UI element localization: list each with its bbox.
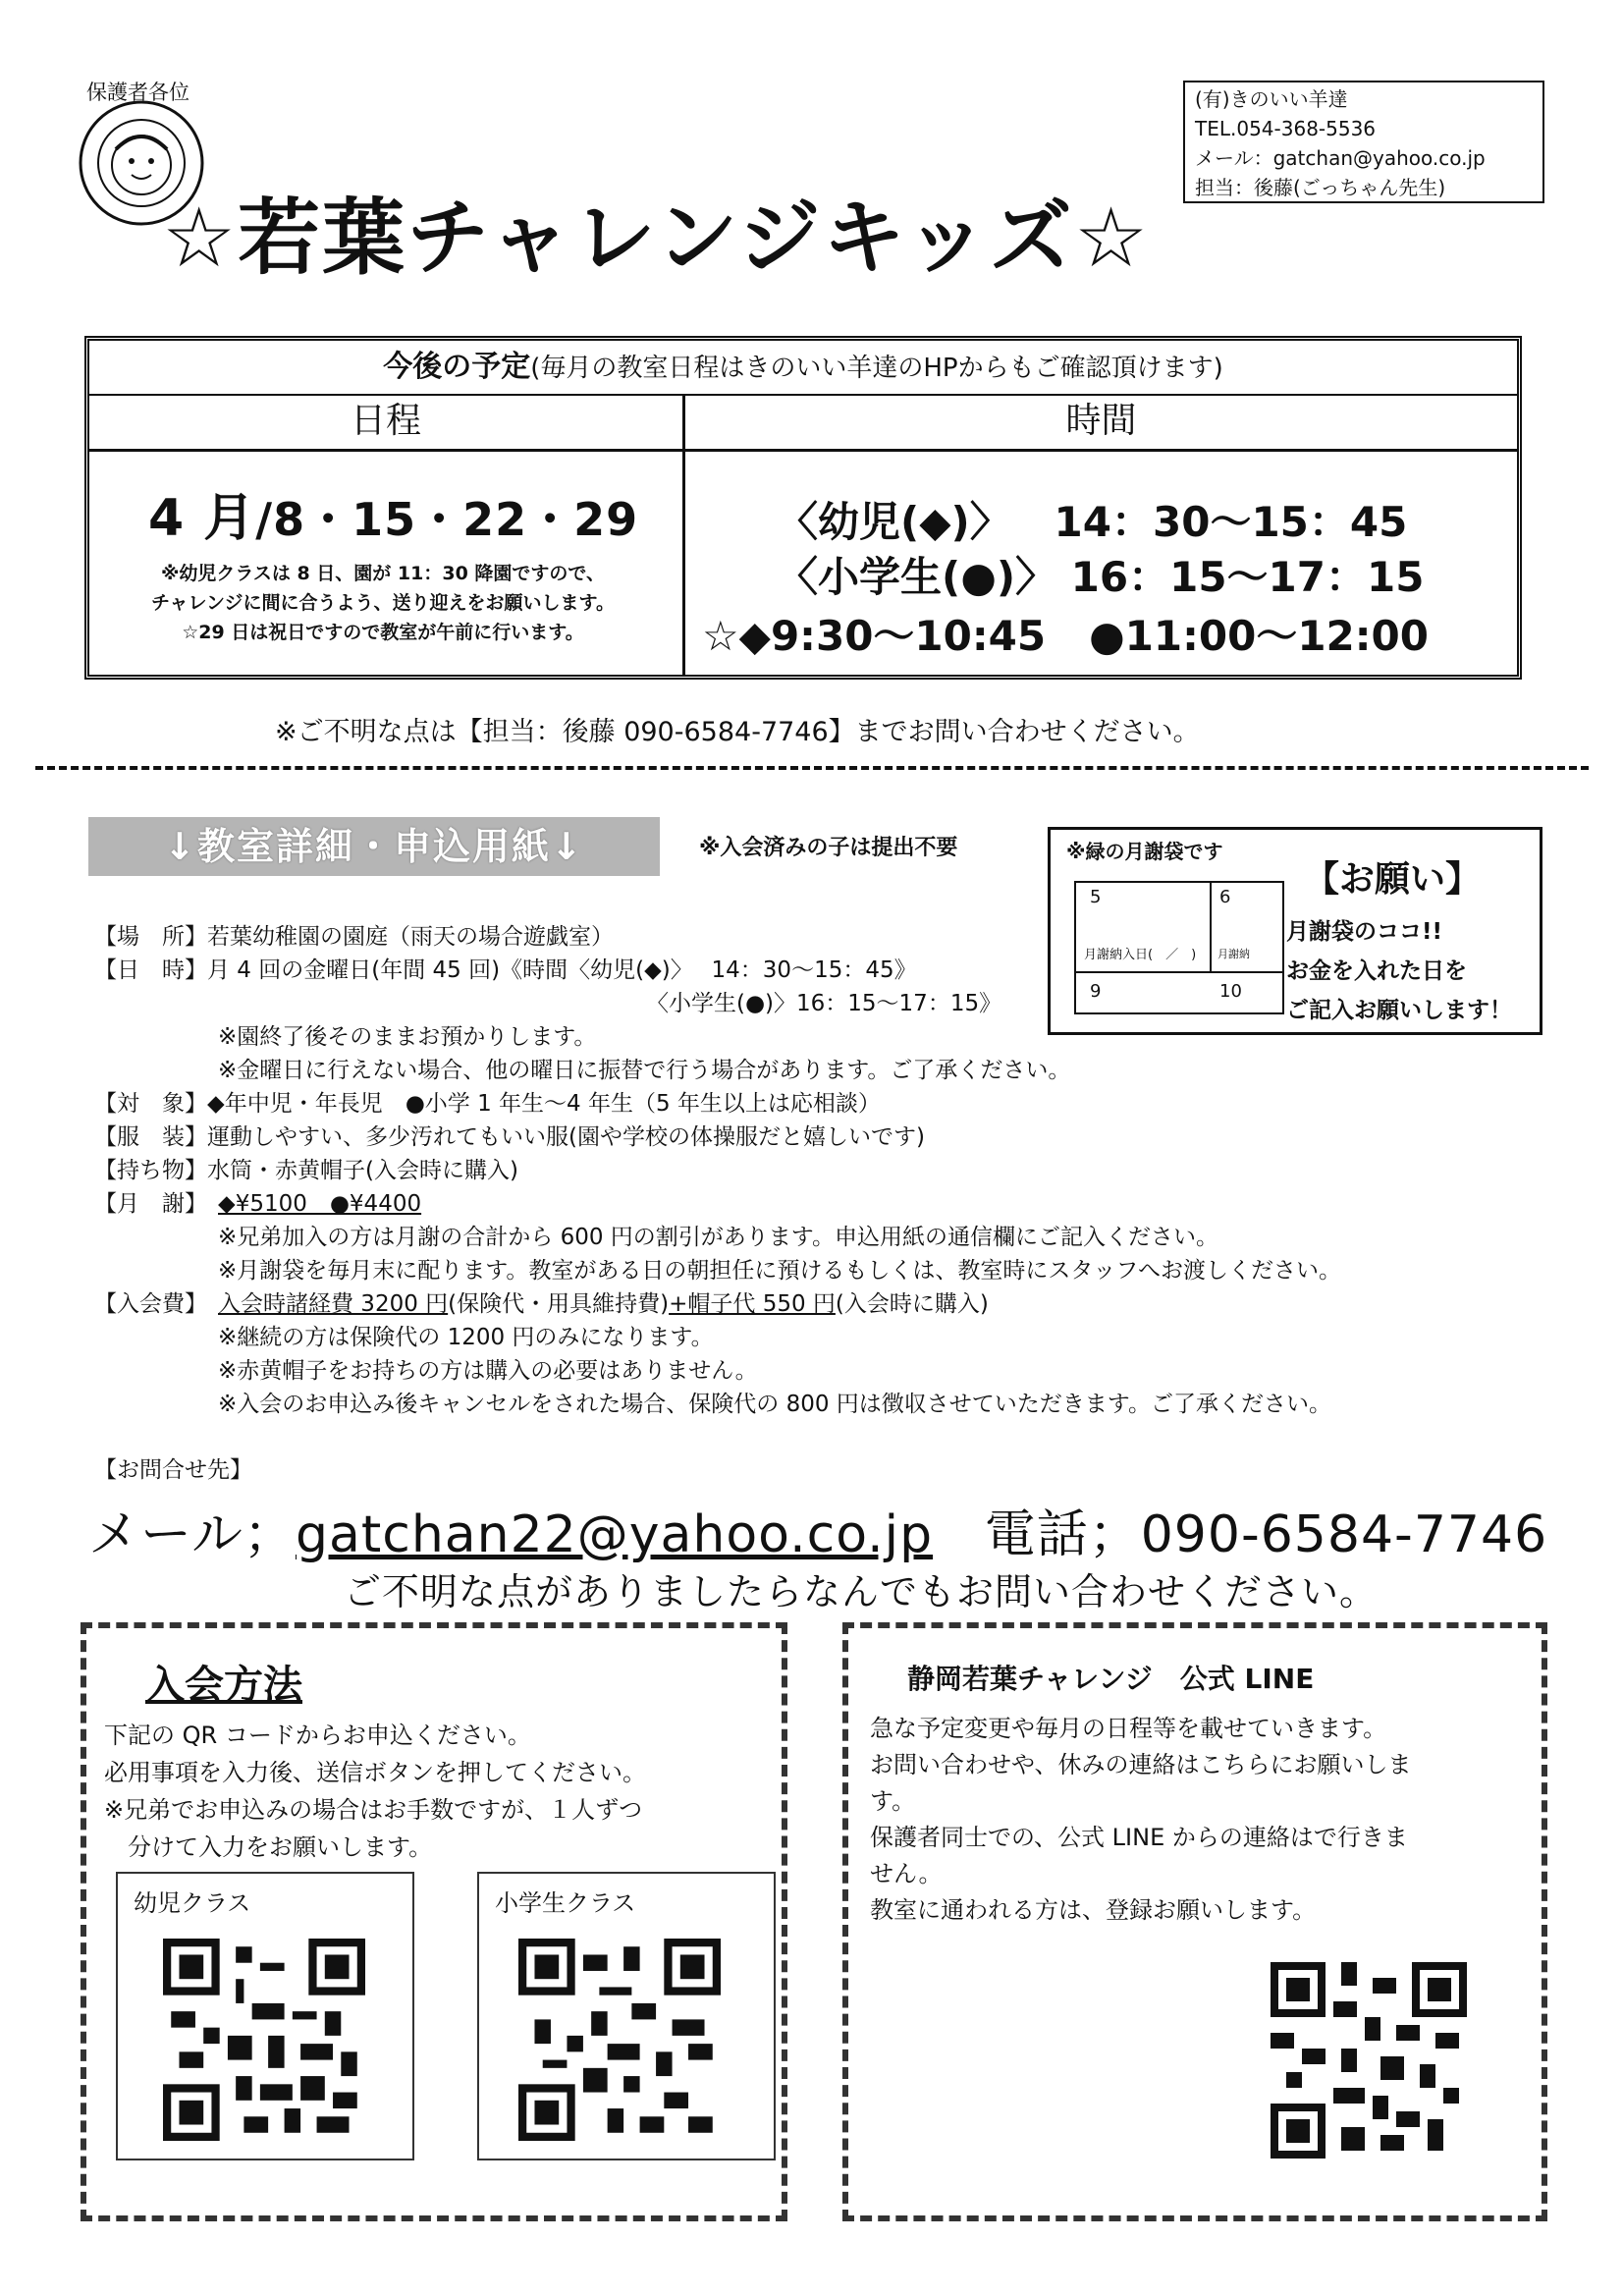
schedule-heading: 今後の予定 bbox=[383, 350, 531, 384]
detail-entry-fee: 入会時諸経費 3200 円(保険代・用具維持費)+帽子代 550 円(入会時に購入) bbox=[218, 1291, 989, 1317]
detail-banner: ↓教室詳細・申込用紙↓ bbox=[88, 817, 660, 876]
contact-heading: 【お問合せ先】 bbox=[94, 1457, 252, 1483]
schedule-days: /8・15・22・29 bbox=[255, 493, 639, 546]
detail-clothes: 【服 装】運動しやすい、多少汚れてもいい服(園や学校の体操服だと嬉しいです) bbox=[94, 1124, 925, 1150]
schedule-note: ☆29 日は祝日ですので教室が午前に行います。 bbox=[182, 622, 584, 643]
detail-note: ※継続の方は保険代の 1200 円のみになります。 bbox=[218, 1325, 714, 1350]
time-elementary: 〈小学生(●)〉 16：15～17：15 bbox=[777, 553, 1425, 601]
detail-note: ※月謝袋を毎月末に配ります。教室がある日の朝担任に預けるもしくは、教室時にスタッフへお渡しください。 bbox=[218, 1258, 1341, 1284]
pouch-illustration bbox=[1074, 881, 1284, 1014]
qr-code-icon[interactable] bbox=[518, 1939, 721, 2141]
detail-belongings: 【持ち物】水筒・赤黄帽子(入会時に購入) bbox=[94, 1158, 518, 1183]
pouch-text: 月謝袋のココ!! お金を入れた日を ご記入お願いします！ bbox=[1286, 919, 1512, 1023]
detail-note: ※兄弟加入の方は月謝の合計から 600 円の割引があります。申込用紙の通信欄にご記入ください。 bbox=[218, 1225, 1218, 1250]
column-divider bbox=[682, 394, 685, 675]
company-person: 担当：後藤(ごっちゃん先生) bbox=[1195, 176, 1446, 199]
contact-box bbox=[1183, 81, 1544, 203]
contact-note: ご不明な点がありましたらなんでもお問い合わせください。 bbox=[344, 1570, 1379, 1613]
contact-info bbox=[88, 1493, 1547, 1566]
schedule-notes bbox=[103, 559, 663, 647]
company-mail: メール：gatchan@yahoo.co.jp bbox=[1195, 146, 1486, 170]
schedule-dates bbox=[148, 476, 638, 550]
qr-label: 幼児クラス bbox=[134, 1889, 251, 1917]
detail-fee-label: 【月 謝】 bbox=[94, 1191, 207, 1217]
line-box bbox=[842, 1622, 1547, 2221]
qr-frame-infant bbox=[116, 1872, 414, 2160]
qr-code-icon[interactable] bbox=[163, 1939, 365, 2141]
qr-code-icon[interactable] bbox=[1271, 1962, 1467, 2159]
pouch-cell: 5 bbox=[1076, 883, 1212, 973]
schedule-heading-note: (毎月の教室日程はきのいい羊達のHPからもご確認頂けます) bbox=[530, 354, 1223, 383]
pouch-stamp: 月謝納 bbox=[1217, 948, 1250, 960]
schedule-heading-row bbox=[89, 341, 1517, 396]
detail-note: ※赤黄帽子をお持ちの方は購入の必要はありません。 bbox=[218, 1358, 758, 1384]
phone-label: 電話； bbox=[984, 1505, 1141, 1564]
schedule-table bbox=[84, 336, 1522, 680]
detail-note: ※園終了後そのままお預かりします。 bbox=[218, 1024, 597, 1050]
company-name: (有)きのいい羊達 bbox=[1195, 87, 1348, 111]
column-header-time: 時間 bbox=[685, 394, 1517, 452]
detail-note: ※入会のお申込み後キャンセルをされた場合、保険代の 800 円は徴収させていただきます。ご了承ください。 bbox=[218, 1392, 1331, 1417]
inquiry-line: ※ご不明な点は【担当：後藤 090-6584-7746】までお問い合わせください。 bbox=[275, 717, 1200, 747]
column-header-date: 日程 bbox=[89, 394, 682, 452]
addressee: 保護者各位 bbox=[86, 81, 189, 104]
pouch-label: ※緑の月謝袋です bbox=[1066, 840, 1223, 863]
join-box bbox=[81, 1622, 787, 2221]
schedule-note: ※幼児クラスは 8 日、園が 11：30 降園ですので、 bbox=[160, 563, 606, 584]
detail-target: 【対 象】◆年中児・年長児 ●小学 1 年生～4 年生（5 年生以上は応相談） bbox=[94, 1091, 881, 1117]
line-title: 静岡若葉チャレンジ 公式 LINE bbox=[907, 1663, 1315, 1695]
pouch-cell: 10 bbox=[1219, 981, 1242, 1002]
qr-frame-elementary bbox=[477, 1872, 776, 2160]
detail-datetime: 【日 時】月 4 回の金曜日(年間 45 回)《時間〈幼児(◆)〉 14：30～15：45》 bbox=[94, 957, 917, 983]
pouch-title: 【お願い】 bbox=[1304, 859, 1482, 900]
time-infant: 〈幼児(◆)〉 14：30～15：45 bbox=[777, 498, 1408, 546]
phone-number[interactable]: 090-6584-7746 bbox=[1140, 1505, 1548, 1564]
time-holiday: ☆◆9:30～10:45 ●11:00～12:00 bbox=[702, 612, 1430, 660]
detail-place: 【場 所】若葉幼稚園の園庭（雨天の場合遊戯室） bbox=[94, 924, 614, 950]
pouch-stamp: 月謝納入日( ／ ) bbox=[1084, 948, 1197, 962]
detail-datetime-cont: 〈小学生(●)〉16：15～17：15》 bbox=[646, 991, 1002, 1016]
schedule-note: チャレンジに間に合うよう、送り迎えをお願いします。 bbox=[151, 592, 615, 614]
pouch-box bbox=[1048, 827, 1542, 1035]
cut-line bbox=[35, 766, 1589, 770]
mail-label: メール； bbox=[88, 1505, 296, 1564]
mail-link[interactable]: gatchan22@yahoo.co.jp bbox=[295, 1505, 934, 1564]
detail-fee: ◆¥5100 ●¥4400 bbox=[218, 1191, 422, 1217]
company-tel: TEL.054-368-5536 bbox=[1195, 117, 1377, 140]
join-text: 下記の QR コードからお申込ください。 必用事項を入力後、送信ボタンを押してください。 ※兄弟でお申込みの場合はお手数ですが、１人ずつ 分けて入力をお願いします。 bbox=[104, 1722, 646, 1861]
detail-note: ※金曜日に行えない場合、他の曜日に振替で行う場合があります。ご了承ください。 bbox=[218, 1058, 1071, 1083]
detail-entry-label: 【入会費】 bbox=[94, 1291, 207, 1317]
qr-label: 小学生クラス bbox=[495, 1889, 636, 1917]
line-text: 急な予定変更や毎月の日程等を載せていきます。 お問い合わせや、休みの連絡はこちらにお願いしま す。 保護者同士での、公式 LINE からの連絡はで行きま せん。 教室に通われる方は、登録お願いします。 bbox=[870, 1715, 1412, 1924]
submit-note: ※入会済みの子は提出不要 bbox=[699, 836, 958, 860]
join-title: 入会方法 bbox=[145, 1663, 302, 1708]
pouch-cell: 6 bbox=[1212, 883, 1282, 973]
pouch-cell: 9 bbox=[1090, 981, 1102, 1002]
schedule-month: 4 月 bbox=[148, 489, 256, 548]
page-title: ☆若葉チャレンジキッズ☆ bbox=[162, 190, 1151, 286]
